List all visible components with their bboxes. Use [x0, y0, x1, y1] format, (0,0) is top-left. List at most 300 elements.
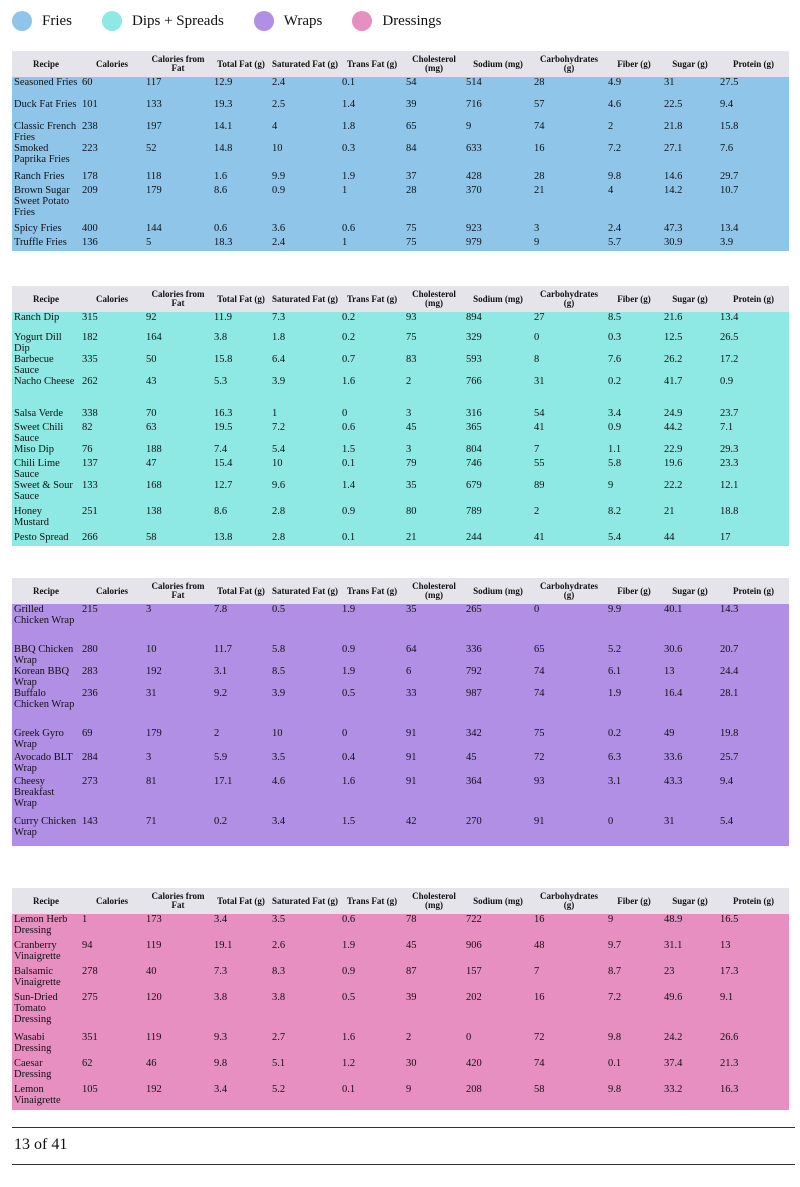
fries-table [12, 51, 789, 251]
table-cell: 244 [466, 532, 482, 543]
table-cell: 400 [82, 223, 98, 234]
legend-swatch [12, 11, 32, 31]
recipe-name: Classic French Fries [14, 121, 77, 143]
table-cell: 1.6 [214, 171, 228, 182]
table-cell: 6.3 [608, 752, 622, 763]
table-cell: 315 [82, 312, 98, 323]
column-header: Calories [80, 888, 144, 914]
table-cell: 10 [272, 458, 283, 469]
table-cell: 10 [272, 143, 283, 154]
table-cell: 16 [534, 914, 545, 925]
table-cell: 16 [534, 143, 545, 154]
table-cell: 105 [82, 1084, 98, 1095]
table-cell: 93 [534, 776, 545, 787]
table-cell: 3 [146, 752, 152, 763]
table-row [12, 1084, 789, 1110]
table-row [12, 1032, 789, 1058]
table-cell: 0.9 [272, 185, 286, 196]
column-header: Cholesterol (mg) [404, 286, 464, 312]
table-cell: 13.8 [214, 532, 233, 543]
table-row [12, 480, 789, 506]
table-cell: 42 [406, 816, 417, 827]
table-cell: 1.4 [342, 480, 356, 491]
table-cell: 1.9 [342, 171, 356, 182]
table-cell: 27 [534, 312, 545, 323]
recipe-name: Pesto Spread [14, 532, 69, 543]
table-cell: 3.8 [214, 332, 228, 343]
column-header: Cholesterol (mg) [404, 51, 464, 77]
table-cell: 12.7 [214, 480, 233, 491]
table-cell: 5.4 [272, 444, 286, 455]
table-cell: 119 [146, 1032, 162, 1043]
column-header: Saturated Fat (g) [270, 286, 340, 312]
nutrition-table [12, 578, 789, 846]
recipe-name: Barbecue Sauce [14, 354, 54, 376]
table-cell: 26.5 [720, 332, 739, 343]
table-cell: 91 [534, 816, 545, 827]
table-cell: 41.7 [664, 376, 683, 387]
table-cell: 52 [146, 143, 157, 154]
table-cell: 119 [146, 940, 162, 951]
table-cell: 89 [534, 480, 545, 491]
table-cell: 316 [466, 408, 482, 419]
table-cell: 63 [146, 422, 157, 433]
table-cell: 27.1 [664, 143, 683, 154]
table-cell: 8.6 [214, 185, 228, 196]
table-cell: 19.5 [214, 422, 233, 433]
table-cell: 22.9 [664, 444, 683, 455]
table-cell: 3.6 [272, 223, 286, 234]
table-cell: 1.5 [342, 444, 356, 455]
table-cell: 3.9 [720, 237, 734, 248]
table-cell: 48 [534, 940, 545, 951]
table-cell: 5.4 [608, 532, 622, 543]
footer-rule-bottom [12, 1164, 795, 1165]
table-row [12, 237, 789, 251]
table-cell: 1.8 [272, 332, 286, 343]
table-cell: 6.1 [608, 666, 622, 677]
table-cell: 19.8 [720, 728, 739, 739]
table-cell: 69 [82, 728, 93, 739]
table-row [12, 776, 789, 816]
table-row [12, 604, 789, 644]
recipe-name: Greek Gyro Wrap [14, 728, 64, 750]
table-cell: 93 [406, 312, 417, 323]
table-cell: 91 [406, 776, 417, 787]
table-cell: 208 [466, 1084, 482, 1095]
recipe-name: Nacho Cheese [14, 376, 75, 387]
column-header: Trans Fat (g) [340, 286, 404, 312]
table-cell: 17.2 [720, 354, 739, 365]
table-cell: 10 [272, 728, 283, 739]
table-cell: 1 [272, 408, 278, 419]
table-cell: 722 [466, 914, 482, 925]
table-cell: 236 [82, 688, 98, 699]
column-header: Cholesterol (mg) [404, 578, 464, 604]
table-cell: 7 [534, 444, 540, 455]
table-cell: 0.2 [214, 816, 228, 827]
table-cell: 91 [406, 752, 417, 763]
table-cell: 49 [664, 728, 675, 739]
table-cell: 16 [534, 992, 545, 1003]
dips-spreads-table [12, 286, 789, 546]
table-cell: 21.8 [664, 121, 683, 132]
table-cell: 0 [342, 408, 348, 419]
table-cell: 0.7 [342, 354, 356, 365]
table-cell: 21 [406, 532, 417, 543]
table-row [12, 99, 789, 121]
column-header: Carbohydrates (g) [532, 51, 606, 77]
table-cell: 2 [534, 506, 540, 517]
table-cell: 766 [466, 376, 482, 387]
table-row [12, 143, 789, 171]
table-cell: 0.2 [608, 728, 622, 739]
table-cell: 30 [406, 1058, 417, 1069]
table-cell: 40.1 [664, 604, 683, 615]
recipe-name: Honey Mustard [14, 506, 49, 528]
legend [12, 8, 472, 34]
table-cell: 0.6 [342, 422, 356, 433]
table-cell: 0.6 [214, 223, 228, 234]
table-cell: 197 [146, 121, 162, 132]
column-header: Sugar (g) [662, 578, 718, 604]
legend-item-dips-spreads [102, 11, 224, 31]
column-header: Calories from Fat [144, 578, 212, 604]
table-cell: 223 [82, 143, 98, 154]
table-cell: 0.5 [342, 688, 356, 699]
table-row [12, 966, 789, 992]
table-cell: 62 [82, 1058, 93, 1069]
table-row [12, 354, 789, 376]
table-cell: 8.6 [214, 506, 228, 517]
table-cell: 789 [466, 506, 482, 517]
table-cell: 14.6 [664, 171, 683, 182]
table-cell: 9.3 [214, 1032, 228, 1043]
table-cell: 0.2 [608, 376, 622, 387]
recipe-name: Wasabi Dressing [14, 1032, 52, 1054]
table-cell: 4.6 [272, 776, 286, 787]
column-header: Saturated Fat (g) [270, 888, 340, 914]
table-cell: 41 [534, 532, 545, 543]
table-cell: 92 [146, 312, 157, 323]
table-cell: 178 [82, 171, 98, 182]
table-row [12, 688, 789, 728]
table-row [12, 376, 789, 408]
table-cell: 2.5 [272, 99, 286, 110]
table-cell: 7.3 [272, 312, 286, 323]
table-cell: 251 [82, 506, 98, 517]
table-cell: 0.6 [342, 914, 356, 925]
table-cell: 9.8 [214, 1058, 228, 1069]
recipe-name: Yogurt Dill Dip [14, 332, 62, 354]
table-cell: 5.2 [272, 1084, 286, 1095]
recipe-name: Caesar Dressing [14, 1058, 52, 1080]
table-cell: 2 [214, 728, 220, 739]
legend-label: Wraps [283, 12, 323, 29]
table-cell: 84 [406, 143, 417, 154]
table-cell: 75 [406, 223, 417, 234]
table-row [12, 121, 789, 143]
table-cell: 3.1 [608, 776, 622, 787]
table-cell: 74 [534, 666, 545, 677]
table-cell: 4 [272, 121, 278, 132]
header-row [12, 51, 789, 77]
table-cell: 35 [406, 604, 417, 615]
table-cell: 25.7 [720, 752, 739, 763]
table-cell: 9.1 [720, 992, 734, 1003]
column-header: Total Fat (g) [212, 51, 270, 77]
table-cell: 48.9 [664, 914, 683, 925]
table-cell: 28.1 [720, 688, 739, 699]
recipe-name: Avocado BLT Wrap [14, 752, 73, 774]
table-cell: 7 [534, 966, 540, 977]
table-cell: 28 [406, 185, 417, 196]
table-cell: 137 [82, 458, 98, 469]
table-cell: 26.2 [664, 354, 683, 365]
table-cell: 9.9 [272, 171, 286, 182]
table-cell: 275 [82, 992, 98, 1003]
header-row [12, 888, 789, 914]
table-cell: 8.3 [272, 966, 286, 977]
table-row [12, 458, 789, 480]
recipe-name: Smoked Paprika Fries [14, 143, 70, 165]
table-cell: 16.3 [214, 408, 233, 419]
table-cell: 3 [146, 604, 152, 615]
table-cell: 29.3 [720, 444, 739, 455]
legend-item-wraps [254, 11, 323, 31]
table-cell: 335 [82, 354, 98, 365]
table-cell: 364 [466, 776, 482, 787]
table-cell: 5.1 [272, 1058, 286, 1069]
table-cell: 280 [82, 644, 98, 655]
column-header: Total Fat (g) [212, 888, 270, 914]
table-cell: 273 [82, 776, 98, 787]
table-cell: 182 [82, 332, 98, 343]
table-cell: 428 [466, 171, 482, 182]
column-header: Calories [80, 286, 144, 312]
table-cell: 45 [466, 752, 477, 763]
table-cell: 0.9 [342, 644, 356, 655]
table-cell: 75 [406, 332, 417, 343]
table-cell: 9.8 [608, 171, 622, 182]
column-header: Total Fat (g) [212, 286, 270, 312]
table-cell: 8.2 [608, 506, 622, 517]
table-cell: 7.3 [214, 966, 228, 977]
table-cell: 3.5 [272, 914, 286, 925]
table-cell: 15.8 [214, 354, 233, 365]
table-cell: 7.6 [608, 354, 622, 365]
table-cell: 3.1 [214, 666, 228, 677]
table-cell: 47.3 [664, 223, 683, 234]
recipe-name: Truffle Fries [14, 237, 67, 248]
table-cell: 0 [342, 728, 348, 739]
page-number: 13 of 41 [14, 1136, 68, 1153]
table-cell: 81 [146, 776, 157, 787]
recipe-name: BBQ Chicken Wrap [14, 644, 74, 666]
column-header: Calories from Fat [144, 51, 212, 77]
table-cell: 22.5 [664, 99, 683, 110]
column-header: Protein (g) [718, 286, 789, 312]
header-row [12, 286, 789, 312]
table-cell: 9.4 [720, 99, 734, 110]
table-cell: 58 [534, 1084, 545, 1095]
table-cell: 0.1 [342, 77, 356, 88]
table-cell: 45 [406, 422, 417, 433]
column-header: Sodium (mg) [464, 51, 532, 77]
table-cell: 17 [720, 532, 731, 543]
table-cell: 1 [82, 914, 88, 925]
table-cell: 43.3 [664, 776, 683, 787]
table-cell: 2.8 [272, 532, 286, 543]
recipe-name: Spicy Fries [14, 223, 62, 234]
table-row [12, 532, 789, 546]
table-cell: 5.3 [214, 376, 228, 387]
recipe-name: Duck Fat Fries [14, 99, 77, 110]
table-cell: 2.7 [272, 1032, 286, 1043]
table-cell: 101 [82, 99, 98, 110]
table-cell: 370 [466, 185, 482, 196]
table-cell: 3.8 [272, 992, 286, 1003]
table-row [12, 914, 789, 940]
recipe-name: Buffalo Chicken Wrap [14, 688, 75, 710]
table-cell: 215 [82, 604, 98, 615]
table-cell: 3.4 [608, 408, 622, 419]
table-cell: 979 [466, 237, 482, 248]
table-cell: 1.5 [342, 816, 356, 827]
column-header: Calories from Fat [144, 888, 212, 914]
table-cell: 1.6 [342, 776, 356, 787]
table-cell: 70 [146, 408, 157, 419]
table-cell: 7.2 [608, 992, 622, 1003]
table-cell: 17.3 [720, 966, 739, 977]
table-cell: 6 [406, 666, 412, 677]
table-cell: 5.9 [214, 752, 228, 763]
nutrition-table [12, 888, 789, 1110]
table-cell: 133 [82, 480, 98, 491]
table-cell: 0.4 [342, 752, 356, 763]
table-cell: 22.2 [664, 480, 683, 491]
table-cell: 144 [146, 223, 162, 234]
table-cell: 9.7 [608, 940, 622, 951]
table-cell: 9.8 [608, 1032, 622, 1043]
table-cell: 3 [406, 408, 412, 419]
table-cell: 13.4 [720, 312, 739, 323]
table-cell: 31 [534, 376, 545, 387]
table-cell: 2.4 [272, 77, 286, 88]
table-row [12, 1058, 789, 1084]
table-cell: 19.1 [214, 940, 233, 951]
table-cell: 64 [406, 644, 417, 655]
table-cell: 9.8 [608, 1084, 622, 1095]
recipe-name: Lemon Vinaigrette [14, 1084, 61, 1106]
recipe-name: Ranch Fries [14, 171, 65, 182]
table-cell: 1.2 [342, 1058, 356, 1069]
table-cell: 1.1 [608, 444, 622, 455]
table-cell: 40 [146, 966, 157, 977]
table-cell: 987 [466, 688, 482, 699]
legend-label: Fries [42, 12, 72, 29]
header-row [12, 578, 789, 604]
table-cell: 0.1 [608, 1058, 622, 1069]
table-row [12, 312, 789, 332]
table-cell: 3.5 [272, 752, 286, 763]
table-cell: 75 [406, 237, 417, 248]
recipe-name: Salsa Verde [14, 408, 64, 419]
table-cell: 3.4 [214, 914, 228, 925]
recipe-name: Curry Chicken Wrap [14, 816, 77, 838]
table-cell: 72 [534, 1032, 545, 1043]
table-row [12, 728, 789, 752]
table-cell: 31 [664, 816, 675, 827]
table-cell: 24.4 [720, 666, 739, 677]
table-cell: 87 [406, 966, 417, 977]
table-cell: 3 [534, 223, 540, 234]
legend-swatch [102, 11, 122, 31]
table-cell: 91 [406, 728, 417, 739]
table-cell: 746 [466, 458, 482, 469]
table-cell: 79 [406, 458, 417, 469]
column-header: Cholesterol (mg) [404, 888, 464, 914]
table-cell: 14.3 [720, 604, 739, 615]
column-header: Fiber (g) [606, 578, 662, 604]
table-cell: 8.5 [608, 312, 622, 323]
table-cell: 342 [466, 728, 482, 739]
column-header: Fiber (g) [606, 888, 662, 914]
table-cell: 179 [146, 728, 162, 739]
column-header: Protein (g) [718, 888, 789, 914]
table-cell: 679 [466, 480, 482, 491]
recipe-name: Korean BBQ Wrap [14, 666, 70, 688]
table-cell: 338 [82, 408, 98, 419]
table-cell: 43 [146, 376, 157, 387]
table-cell: 4.9 [608, 77, 622, 88]
table-cell: 9 [534, 237, 540, 248]
table-row [12, 332, 789, 354]
column-header: Saturated Fat (g) [270, 51, 340, 77]
table-cell: 0.2 [342, 332, 356, 343]
table-cell: 94 [82, 940, 93, 951]
table-cell: 80 [406, 506, 417, 517]
table-cell: 21 [534, 185, 545, 196]
column-header: Carbohydrates (g) [532, 286, 606, 312]
table-cell: 74 [534, 121, 545, 132]
table-cell: 15.8 [720, 121, 739, 132]
table-cell: 14.1 [214, 121, 233, 132]
table-cell: 46 [146, 1058, 157, 1069]
table-cell: 83 [406, 354, 417, 365]
table-cell: 12.1 [720, 480, 739, 491]
table-cell: 9.9 [608, 604, 622, 615]
table-cell: 5.8 [608, 458, 622, 469]
table-cell: 265 [466, 604, 482, 615]
table-row [12, 644, 789, 666]
table-cell: 39 [406, 992, 417, 1003]
table-cell: 804 [466, 444, 482, 455]
table-cell: 21.6 [664, 312, 683, 323]
table-cell: 0.1 [342, 1084, 356, 1095]
column-header: Calories [80, 51, 144, 77]
table-cell: 0.2 [342, 312, 356, 323]
table-cell: 41 [534, 422, 545, 433]
column-header: Fiber (g) [606, 51, 662, 77]
table-cell: 44.2 [664, 422, 683, 433]
recipe-name: Grilled Chicken Wrap [14, 604, 75, 626]
table-cell: 13.4 [720, 223, 739, 234]
table-cell: 1.8 [342, 121, 356, 132]
table-cell: 49.6 [664, 992, 683, 1003]
table-cell: 284 [82, 752, 98, 763]
table-cell: 78 [406, 914, 417, 925]
